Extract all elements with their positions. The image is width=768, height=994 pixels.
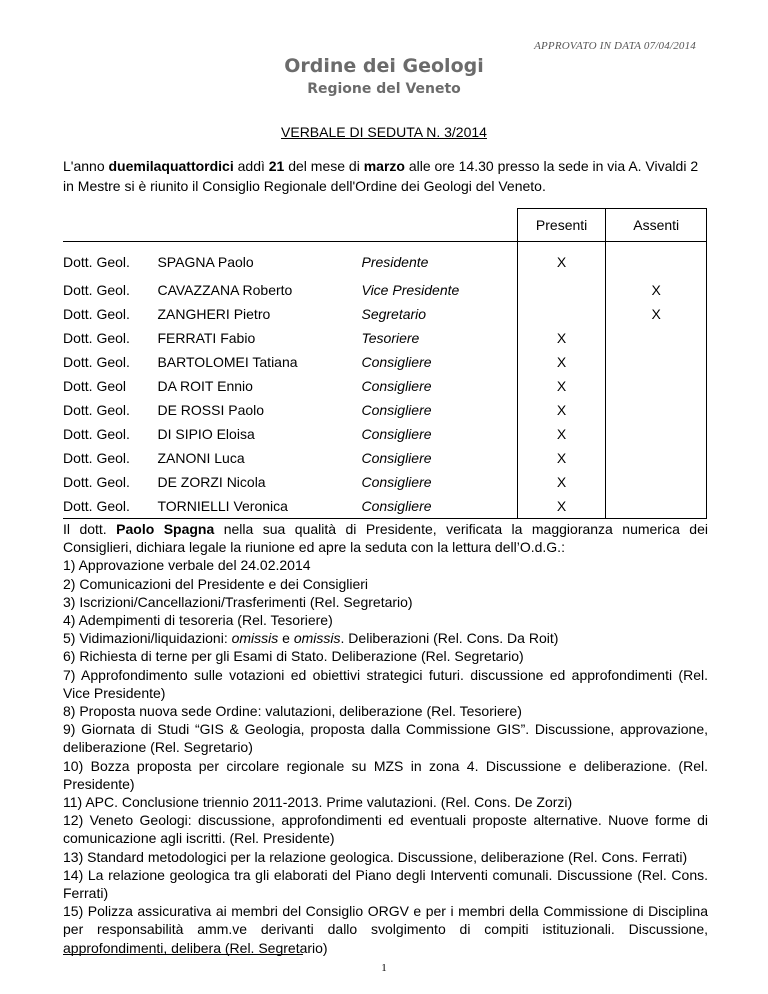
attendance-row <box>63 446 707 470</box>
member-role: Tesoriere <box>361 330 420 346</box>
agenda-item: 15) Polizza assicurativa ai membri del Consiglio ORGV e per i membri della Commissione di Disciplina per responsabilità amm.ve derivanti dallo svolgimento di compiti istituzionali. Discussione, approfondimenti, delibera (Rel. Segretario) <box>63 903 708 956</box>
attendance-row <box>63 242 707 279</box>
member-prefix: Dott. Geol. <box>63 450 130 466</box>
attendance-row <box>63 278 707 302</box>
agenda-item: 2) Comunicazioni del Presidente e dei Consiglieri <box>63 575 369 592</box>
col-absent-header: Assenti <box>606 209 707 242</box>
agenda-item: 3) Iscrizioni/Cancellazioni/Trasferimenti (Rel. Segretario) <box>63 593 413 610</box>
member-name: ZANGHERI Pietro <box>157 306 271 322</box>
month-text: marzo <box>363 158 405 174</box>
page-number: 1 <box>381 962 387 974</box>
attendance-header-row <box>63 209 707 242</box>
agenda-item: 9) Giornata di Studi “GIS & Geologia, proposta dalla Commissione GIS”. Discussione, approvazione, deliberazione (Rel. Segretario) <box>63 721 708 756</box>
member-name: BARTOLOMEI Tatiana <box>157 354 298 370</box>
agenda-item: 12) Veneto Geologi: discussione, approfondimenti ed eventuali proposte alternative. Nuove forme di comunicazione agli iscritti. (Rel. Presidente) <box>63 812 708 847</box>
agenda-item: 10) Bozza proposta per circolare regionale su MZS in zona 4. Discussione e deliberazione. (Rel. Presidente) <box>63 757 708 792</box>
attendance-row <box>63 302 707 326</box>
member-role: Consigliere <box>361 426 432 442</box>
attendance-row <box>63 494 707 519</box>
member-role: Vice Presidente <box>361 282 460 298</box>
member-present-mark: X <box>517 470 606 494</box>
member-present-mark: X <box>517 494 606 519</box>
attendance-row <box>63 470 707 494</box>
col-present-header: Presenti <box>517 209 606 242</box>
member-prefix: Dott. Geol. <box>63 474 130 490</box>
member-absent-mark <box>606 446 707 470</box>
attendance-row <box>63 350 707 374</box>
member-present-mark: X <box>517 326 606 350</box>
attendance-row <box>63 398 707 422</box>
member-name: TORNIELLI Veronica <box>157 494 361 519</box>
member-prefix: Dott. Geol. <box>63 426 130 442</box>
member-name: DA ROIT Ennio <box>157 378 253 394</box>
member-absent-mark <box>606 326 707 350</box>
member-name: SPAGNA Paolo <box>157 254 254 270</box>
agenda-item: 5) Vidimazioni/liquidazioni: omissis e omissis. Deliberazioni (Rel. Cons. Da Roit) <box>63 630 559 647</box>
member-prefix: Dott. Geol. <box>63 402 130 418</box>
member-name: DI SIPIO Eloisa <box>157 426 255 442</box>
member-role: Consigliere <box>361 474 432 490</box>
org-region: Regione del Veneto <box>307 81 461 97</box>
document-title: VERBALE DI SEDUTA N. 3/2014 <box>281 124 487 140</box>
member-absent-mark: X <box>606 302 707 326</box>
member-prefix: Dott. Geol. <box>63 330 130 346</box>
member-role: Consigliere <box>361 378 432 394</box>
agenda-item: 14) La relazione geologica tra gli elaborati del Piano degli Interventi comunali. Discussione (Rel. Cons. Ferrati) <box>63 866 708 902</box>
member-absent-mark <box>606 398 707 422</box>
org-name: Ordine dei Geologi <box>284 55 484 77</box>
member-prefix: Dott. Geol. <box>63 354 130 370</box>
footer-divider <box>63 954 303 955</box>
attendance-table <box>63 208 707 519</box>
member-role: Consigliere <box>361 450 432 466</box>
attendance-row <box>63 326 707 350</box>
member-present-mark: X <box>517 374 606 398</box>
attendance-row <box>63 422 707 446</box>
member-present-mark: X <box>517 350 606 374</box>
member-prefix: Dott. Geol. <box>63 282 130 298</box>
agenda-item: 7) Approfondimento sulle votazioni ed obiettivi strategici futuri. discussione ed approfondimenti (Rel. Vice Presidente) <box>63 666 708 701</box>
member-absent-mark <box>606 350 707 374</box>
agenda-item: 13) Standard metodologici per la relazione geologica. Discussione, deliberazione (Rel. Cons. Ferrati) <box>63 848 688 865</box>
member-prefix: Dott. Geol <box>63 378 127 394</box>
intro-paragraph: L'anno duemilaquattordici addì 21 del mese di marzo alle ore 14.30 presso la sede in via A. Vivaldi 2 in Mestre si è riunito il Consiglio Regionale dell'Ordine dei Geologi del Veneto. <box>63 158 699 194</box>
member-prefix: Dott. Geol. <box>63 494 157 519</box>
member-role: Consigliere <box>361 402 432 418</box>
agenda-item: 11) APC. Conclusione triennio 2011-2013. Prime valutazioni. (Rel. Cons. De Zorzi) <box>63 794 573 811</box>
member-name: ZANONI Luca <box>157 450 245 466</box>
member-absent-mark <box>606 494 707 519</box>
year-text: duemilaquattordici <box>108 158 234 174</box>
member-role: Presidente <box>361 254 429 270</box>
member-present-mark: X <box>517 446 606 470</box>
member-name: DE ZORZI Nicola <box>157 474 266 490</box>
member-present-mark <box>517 302 606 326</box>
agenda-list <box>63 556 708 956</box>
member-role: Consigliere <box>361 354 432 370</box>
president-name: Paolo Spagna <box>116 521 215 537</box>
member-role: Consigliere <box>361 494 517 519</box>
member-name: CAVAZZANA Roberto <box>157 282 293 298</box>
agenda-item: 8) Proposta nuova sede Ordine: valutazioni, deliberazione (Rel. Tesoriere) <box>63 703 522 720</box>
member-role: Segretario <box>361 306 427 322</box>
member-present-mark: X <box>517 422 606 446</box>
agenda-item: 6) Richiesta di terne per gli Esami di Stato. Deliberazione (Rel. Segretario) <box>63 648 524 665</box>
member-absent-mark <box>606 470 707 494</box>
minutes-body <box>63 520 708 957</box>
member-prefix: Dott. Geol. <box>63 306 130 322</box>
member-absent-mark <box>606 242 707 279</box>
member-name: FERRATI Fabio <box>157 330 256 346</box>
member-name: DE ROSSI Paolo <box>157 402 265 418</box>
attendance-row <box>63 374 707 398</box>
member-absent-mark <box>606 422 707 446</box>
member-absent-mark: X <box>606 278 707 302</box>
member-prefix: Dott. Geol. <box>63 254 130 270</box>
opening-paragraph: Il dott. Paolo Spagna nella sua qualità di Presidente, verificata la maggioranza numerica dei Consiglieri, dichiara legale la riunione ed apre la seduta con la lettura dell’O.d.G.: <box>63 521 708 556</box>
member-present-mark: X <box>517 398 606 422</box>
agenda-item: 4) Adempimenti di tesoreria (Rel. Tesoriere) <box>63 612 333 629</box>
approval-stamp: APPROVATO IN DATA 07/04/2014 <box>534 40 696 52</box>
member-absent-mark <box>606 374 707 398</box>
day-text: 21 <box>268 158 285 174</box>
agenda-item: 1) Approvazione verbale del 24.02.2014 <box>63 557 311 574</box>
member-present-mark <box>517 278 606 302</box>
member-present-mark: X <box>517 242 606 279</box>
